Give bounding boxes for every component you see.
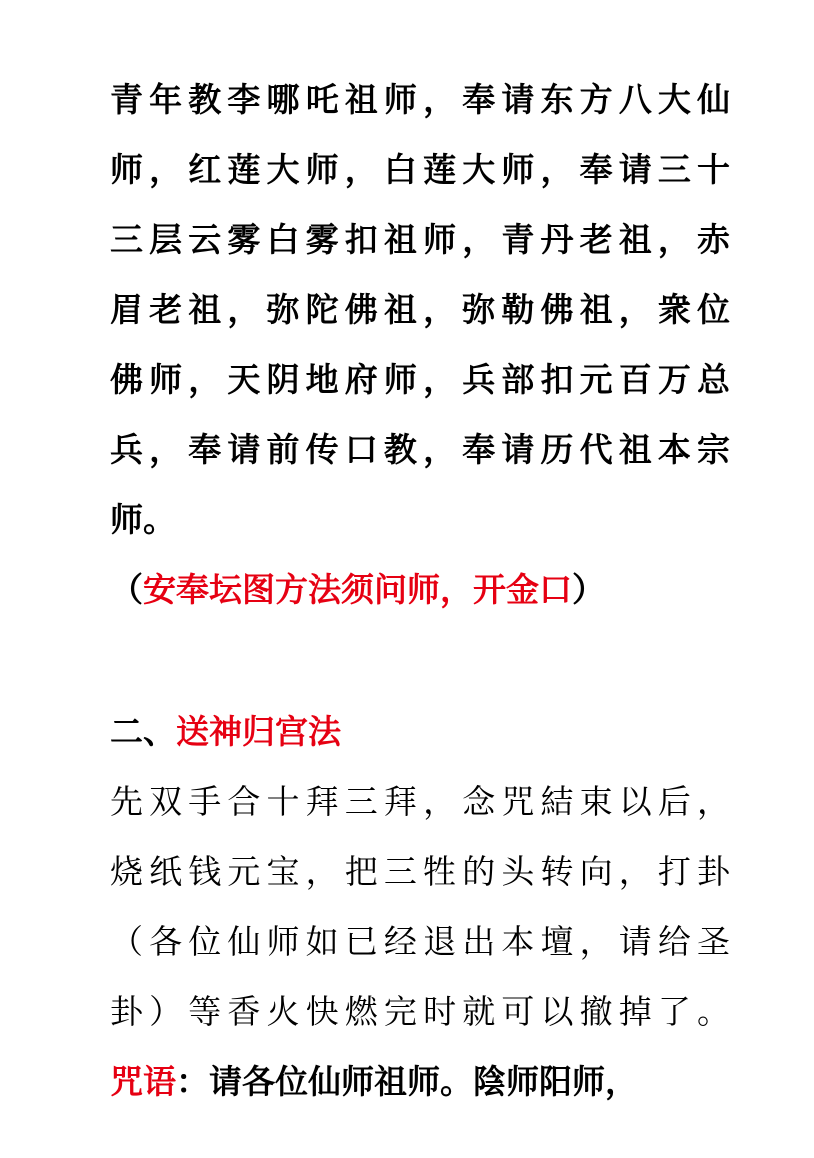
text-line-2: 师，红莲大师，白莲大师，奉请三十 (110, 150, 730, 189)
text-line-4: 眉老祖，弥陀佛祖，弥勒佛祖，衆位 (110, 290, 730, 329)
note-close-paren: ） (572, 570, 605, 609)
text-line-9: 烧纸钱元宝，把三牲的头转向，打卦 (110, 852, 730, 891)
mantra-text: 请各位仙师祖师。陰师阳师， (209, 1062, 638, 1101)
note-open-paren: （ (110, 570, 143, 609)
text-line-5: 佛师，天阴地府师，兵部扣元百万总 (110, 360, 730, 399)
section-title: 送神归宫法 (176, 712, 341, 751)
note-text: 安奉坛图方法须问师，开金口 (143, 570, 572, 609)
section-heading (110, 708, 730, 756)
text-line-3: 三层云雾白雾扣祖师，青丹老祖，赤 (110, 220, 730, 259)
mantra-colon: ： (176, 1062, 209, 1101)
text-line-6: 兵，奉请前传口教，奉请历代祖本宗 (110, 430, 730, 469)
text-line-10: （各位仙师如已经退出本壇，请给圣 (110, 922, 730, 961)
text-line-1: 青年教李哪吒祖师，奉请东方八大仙 (110, 80, 730, 119)
text-line-7: 师。 (110, 500, 176, 539)
section-number: 二、 (110, 712, 176, 751)
altar-note (110, 566, 730, 614)
text-line-8: 先双手合十拜三拜，念咒結束以后， (110, 782, 730, 821)
mantra-line (110, 1058, 730, 1106)
text-line-11: 卦）等香火快燃完时就可以撤掉了。 (110, 992, 730, 1031)
mantra-label: 咒语 (110, 1062, 176, 1101)
